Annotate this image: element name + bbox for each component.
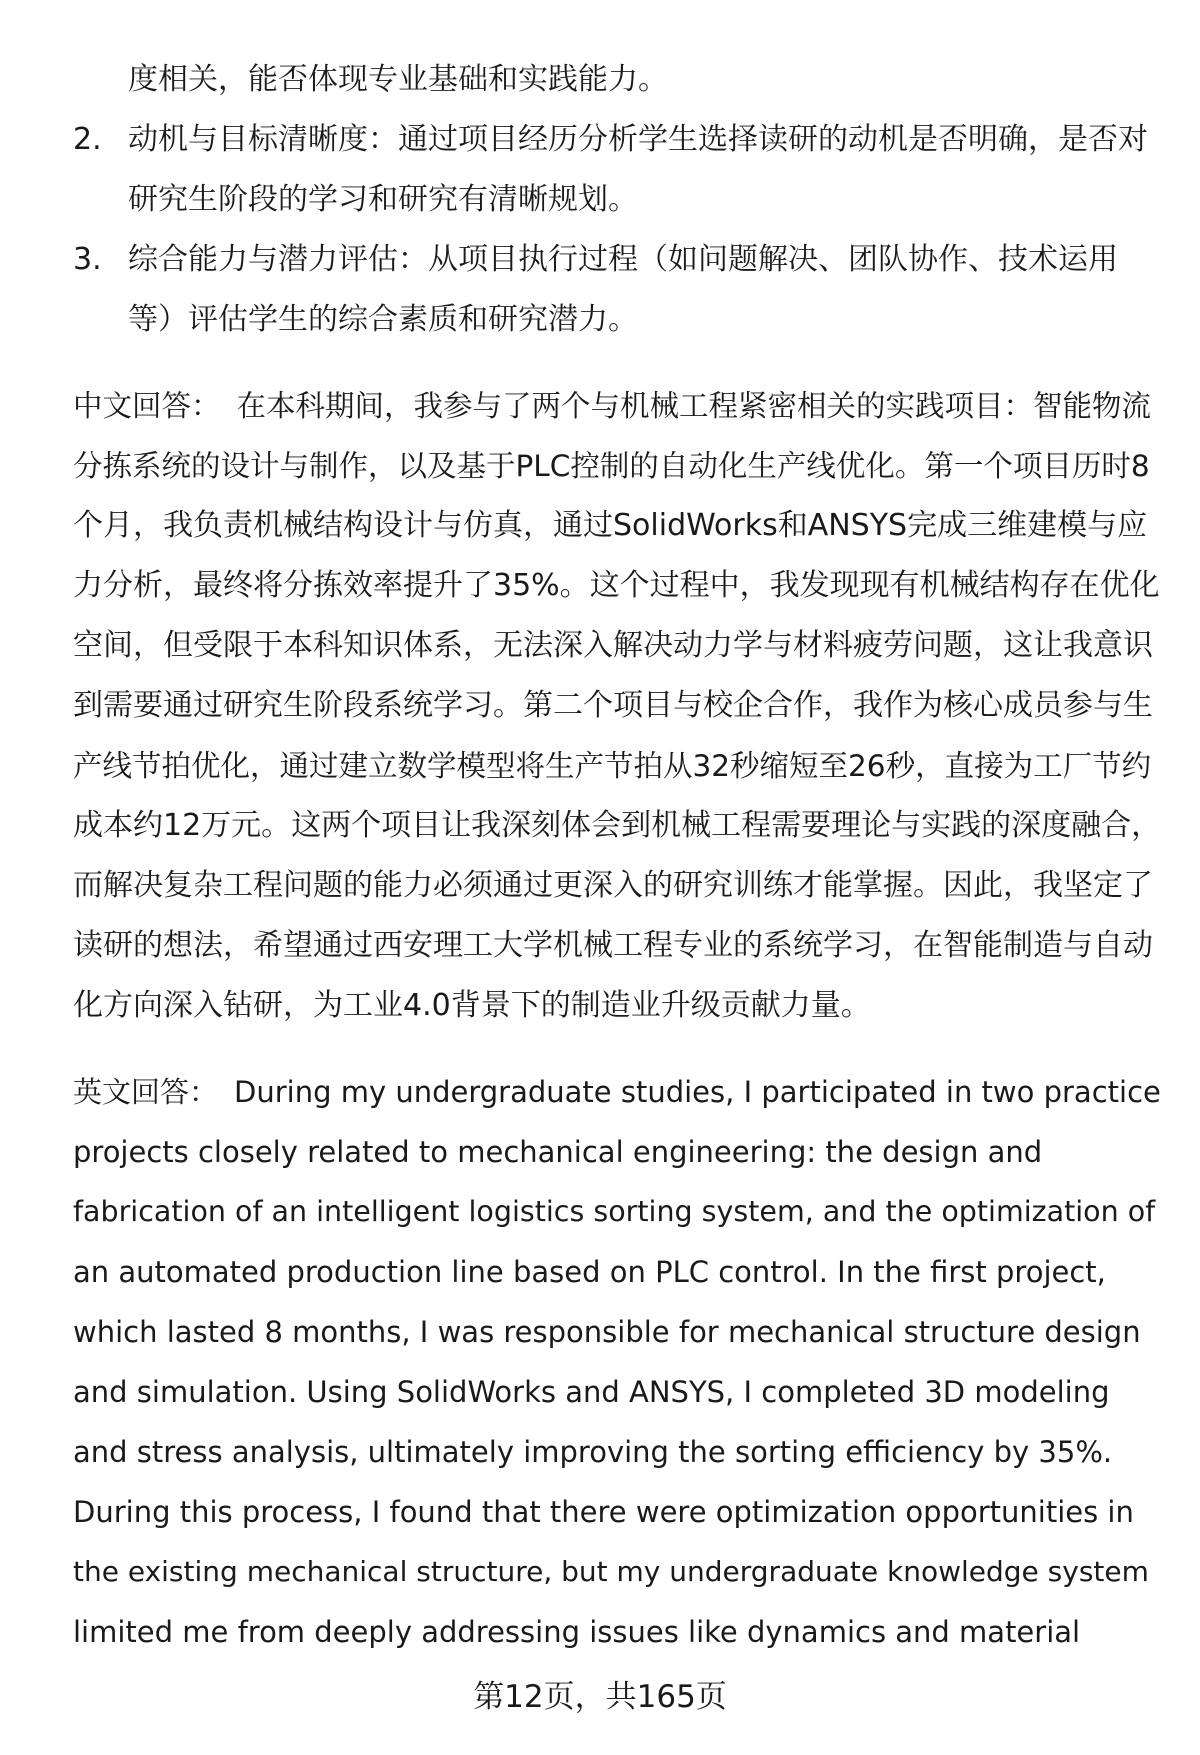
criteria-item-continuation: 研究生阶段的学习和研究有清晰规划。 <box>128 182 638 217</box>
page-number-footer: 第12页，共165页 <box>473 1679 727 1715</box>
criteria-item <box>73 110 1163 170</box>
chinese-answer <box>73 376 1163 1036</box>
page-content <box>73 50 1163 1662</box>
chinese-answer-line: 到需要通过研究生阶段系统学习。第二个项目与校企合作，我作为核心成员参与生 <box>73 688 1153 723</box>
criteria-item-text: 动机与目标清晰度：通过项目经历分析学生选择读研的动机是否明确，是否对 <box>128 122 1148 157</box>
chinese-answer-line: 读研的想法，希望通过西安理工大学机械工程专业的系统学习，在智能制造与自动 <box>73 928 1153 963</box>
criteria-continued-line: 度相关，能否体现专业基础和实践能力。 <box>128 62 668 97</box>
chinese-answer-line: 成本约12万元。这两个项目让我深刻体会到机械工程需要理论与实践的深度融合， <box>73 808 1162 843</box>
chinese-answer-line: 产线节拍优化，通过建立数学模型将生产节拍从32秒缩短至26秒，直接为工厂节约 <box>73 749 1152 783</box>
chinese-answer-label: 中文回答： <box>73 389 221 423</box>
english-answer-line: During this process, I found that there were optimization opportunities in <box>73 1495 1134 1529</box>
criteria-item <box>73 230 1163 290</box>
english-answer-line: limited me from deeply addressing issues like dynamics and material <box>73 1615 1081 1649</box>
english-answer-line: the existing mechanical structure, but my undergraduate knowledge system <box>73 1555 1149 1588</box>
english-answer-line: and simulation. Using SolidWorks and ANSYS, I completed 3D modeling <box>73 1375 1110 1409</box>
english-answer-line <box>73 1062 1163 1122</box>
english-answer-line: fabrication of an intelligent logistics sorting system, and the optimization of <box>73 1195 1156 1228</box>
english-answer-text: During my undergraduate studies, I participated in two practice <box>234 1075 1161 1109</box>
chinese-answer-line: 空间，但受限于本科知识体系，无法深入解决动力学与材料疲劳问题，这让我意识 <box>73 628 1153 663</box>
chinese-answer-line: 化方向深入钻研，为工业4.0背景下的制造业升级贡献力量。 <box>73 988 871 1023</box>
criteria-item-number: 3. <box>73 242 102 277</box>
criteria-item-number: 2. <box>73 122 102 157</box>
chinese-answer-line: 个月，我负责机械结构设计与仿真，通过SolidWorks和ANSYS完成三维建模与应 <box>73 508 1148 543</box>
chinese-answer-line <box>73 376 1163 436</box>
english-answer-line: and stress analysis, ultimately improving the sorting efficiency by 35%. <box>73 1435 1113 1469</box>
english-answer-line: projects closely related to mechanical engineering: the design and <box>73 1135 1043 1169</box>
chinese-answer-text: 在本科期间，我参与了两个与机械工程紧密相关的实践项目：智能物流 <box>236 389 1152 423</box>
english-answer-line: which lasted 8 months, I was responsible for mechanical structure design <box>73 1315 1141 1349</box>
english-answer-line: an automated production line based on PLC control. In the first project, <box>73 1255 1106 1289</box>
english-answer-label: 英文回答： <box>73 1075 219 1109</box>
chinese-answer-line: 分拣系统的设计与制作，以及基于PLC控制的自动化生产线优化。第一个项目历时8 <box>73 449 1150 483</box>
chinese-answer-line: 力分析，最终将分拣效率提升了35%。这个过程中，我发现现有机械结构存在优化 <box>73 568 1160 603</box>
criteria-item-continuation: 等）评估学生的综合素质和研究潜力。 <box>128 302 638 337</box>
criteria-item-text: 综合能力与潜力评估：从项目执行过程（如问题解决、团队协作、技术运用 <box>128 242 1118 277</box>
english-answer <box>73 1062 1163 1662</box>
chinese-answer-line: 而解决复杂工程问题的能力必须通过更深入的研究训练才能掌握。因此，我坚定了 <box>73 868 1153 903</box>
